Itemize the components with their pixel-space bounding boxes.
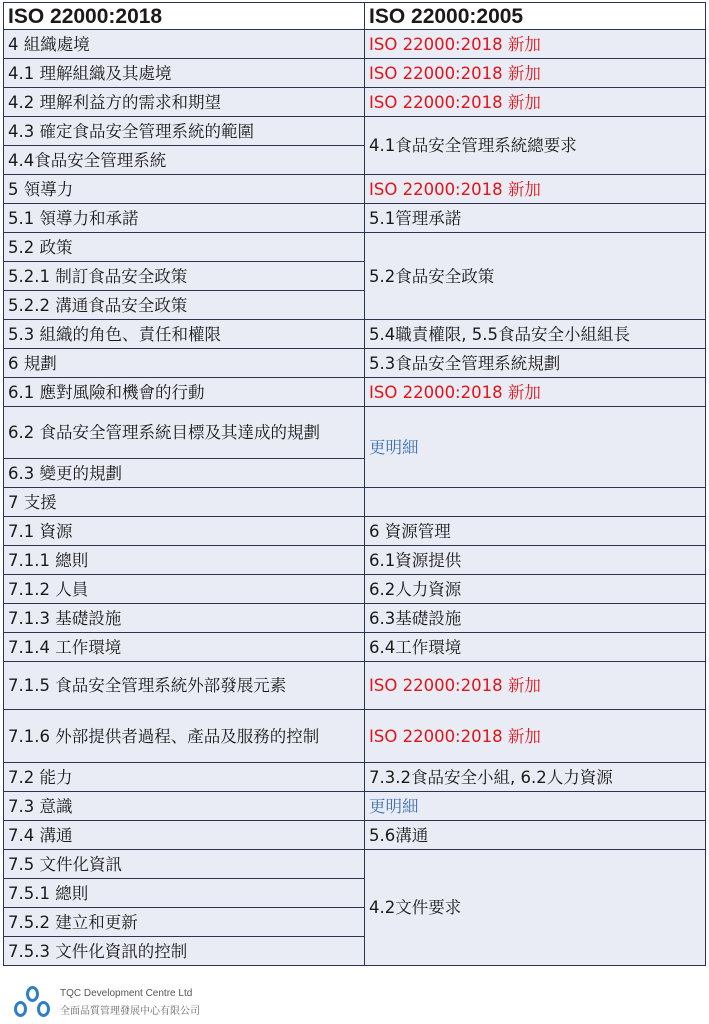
clause-2018: 7.2 能力 — [4, 763, 365, 792]
company-name-zh: 全面品質管理發展中心有限公司 — [60, 1006, 200, 1017]
table-row — [4, 320, 706, 349]
clause-2018: 7.1.2 人員 — [4, 575, 365, 604]
clause-2018: 5.2 政策 — [4, 233, 365, 262]
table-row — [4, 710, 706, 763]
clause-2005: ISO 22000:2018 新加 — [365, 88, 706, 117]
header-row — [4, 3, 706, 30]
clause-2018: 5.1 領導力和承諾 — [4, 204, 365, 233]
table-row — [4, 204, 706, 233]
clause-2005: 6.4工作環境 — [365, 633, 706, 662]
clause-2005: 5.2食品安全政策 — [365, 233, 706, 320]
clause-2005: 4.2文件要求 — [365, 850, 706, 966]
clause-2018: 7.1 資源 — [4, 517, 365, 546]
clause-2018: 7.5.1 總則 — [4, 879, 365, 908]
clause-2018: 4.1 理解組織及其處境 — [4, 59, 365, 88]
clause-2018: 6 規劃 — [4, 349, 365, 378]
table-row — [4, 88, 706, 117]
clause-2005: ISO 22000:2018 新加 — [365, 710, 706, 763]
clause-2018: 7.3 意識 — [4, 792, 365, 821]
clause-2018: 4.3 確定食品安全管理系統的範圍 — [4, 117, 365, 146]
table-row — [4, 30, 706, 59]
clause-2018: 6.1 應對風險和機會的行動 — [4, 378, 365, 407]
header-iso-2018: ISO 22000:2018 — [4, 3, 365, 30]
company-name-en: TQC Development Centre Ltd — [60, 988, 193, 999]
clause-2005: 6.1資源提供 — [365, 546, 706, 575]
table-row — [4, 175, 706, 204]
comparison-table — [3, 2, 706, 966]
table-row — [4, 233, 706, 262]
table-row — [4, 633, 706, 662]
clause-2005: ISO 22000:2018 新加 — [365, 662, 706, 710]
table-row — [4, 378, 706, 407]
clause-2005: 5.1管理承諾 — [365, 204, 706, 233]
clause-2005: 5.3食品安全管理系統規劃 — [365, 349, 706, 378]
table-row — [4, 407, 706, 459]
clause-2018: 7.1.5 食品安全管理系統外部發展元素 — [4, 662, 365, 710]
table-row — [4, 821, 706, 850]
clause-2005: 7.3.2食品安全小組, 6.2人力資源 — [365, 763, 706, 792]
clause-2018: 5.2.2 溝通食品安全政策 — [4, 291, 365, 320]
clause-2005: 更明細 — [365, 407, 706, 488]
clause-2018: 7.4 溝通 — [4, 821, 365, 850]
table-row — [4, 517, 706, 546]
table-row — [4, 349, 706, 378]
header-iso-2005: ISO 22000:2005 — [365, 3, 706, 30]
clause-2005: ISO 22000:2018 新加 — [365, 175, 706, 204]
clause-2018: 7.5.3 文件化資訊的控制 — [4, 937, 365, 966]
table-row — [4, 763, 706, 792]
clause-2005: ISO 22000:2018 新加 — [365, 30, 706, 59]
clause-2005: 6 資源管理 — [365, 517, 706, 546]
clause-2005: 5.4職責權限, 5.5食品安全小組組長 — [365, 320, 706, 349]
clause-2018: 5.3 組織的角色、責任和權限 — [4, 320, 365, 349]
table-row — [4, 850, 706, 879]
tqc-logo-icon — [10, 986, 56, 1024]
clause-2005: 4.1食品安全管理系統總要求 — [365, 117, 706, 175]
clause-2005: ISO 22000:2018 新加 — [365, 378, 706, 407]
clause-2005 — [365, 488, 706, 517]
clause-2018: 7.5 文件化資訊 — [4, 850, 365, 879]
clause-2018: 7.5.2 建立和更新 — [4, 908, 365, 937]
clause-2005: ISO 22000:2018 新加 — [365, 59, 706, 88]
clause-2018: 7 支援 — [4, 488, 365, 517]
footer — [0, 982, 709, 1024]
clause-2018: 7.1.1 總則 — [4, 546, 365, 575]
clause-2018: 5 領導力 — [4, 175, 365, 204]
clause-2018: 4.2 理解利益方的需求和期望 — [4, 88, 365, 117]
clause-2018: 6.2 食品安全管理系統目標及其達成的規劃 — [4, 407, 365, 459]
clause-2018: 7.1.6 外部提供者過程、產品及服務的控制 — [4, 710, 365, 763]
clause-2005: 6.2人力資源 — [365, 575, 706, 604]
table-row — [4, 662, 706, 710]
table-row — [4, 488, 706, 517]
clause-2018: 4.4食品安全管理系統 — [4, 146, 365, 175]
clause-2018: 7.1.3 基礎設施 — [4, 604, 365, 633]
clause-2005: 更明細 — [365, 792, 706, 821]
clause-2018: 6.3 變更的規劃 — [4, 459, 365, 488]
clause-2018: 7.1.4 工作環境 — [4, 633, 365, 662]
table-row — [4, 792, 706, 821]
table-row — [4, 117, 706, 146]
clause-2018: 5.2.1 制訂食品安全政策 — [4, 262, 365, 291]
table-row — [4, 604, 706, 633]
table-row — [4, 575, 706, 604]
table-row — [4, 546, 706, 575]
clause-2018: 4 組織處境 — [4, 30, 365, 59]
clause-2005: 6.3基礎設施 — [365, 604, 706, 633]
clause-2005: 5.6溝通 — [365, 821, 706, 850]
table-row — [4, 59, 706, 88]
